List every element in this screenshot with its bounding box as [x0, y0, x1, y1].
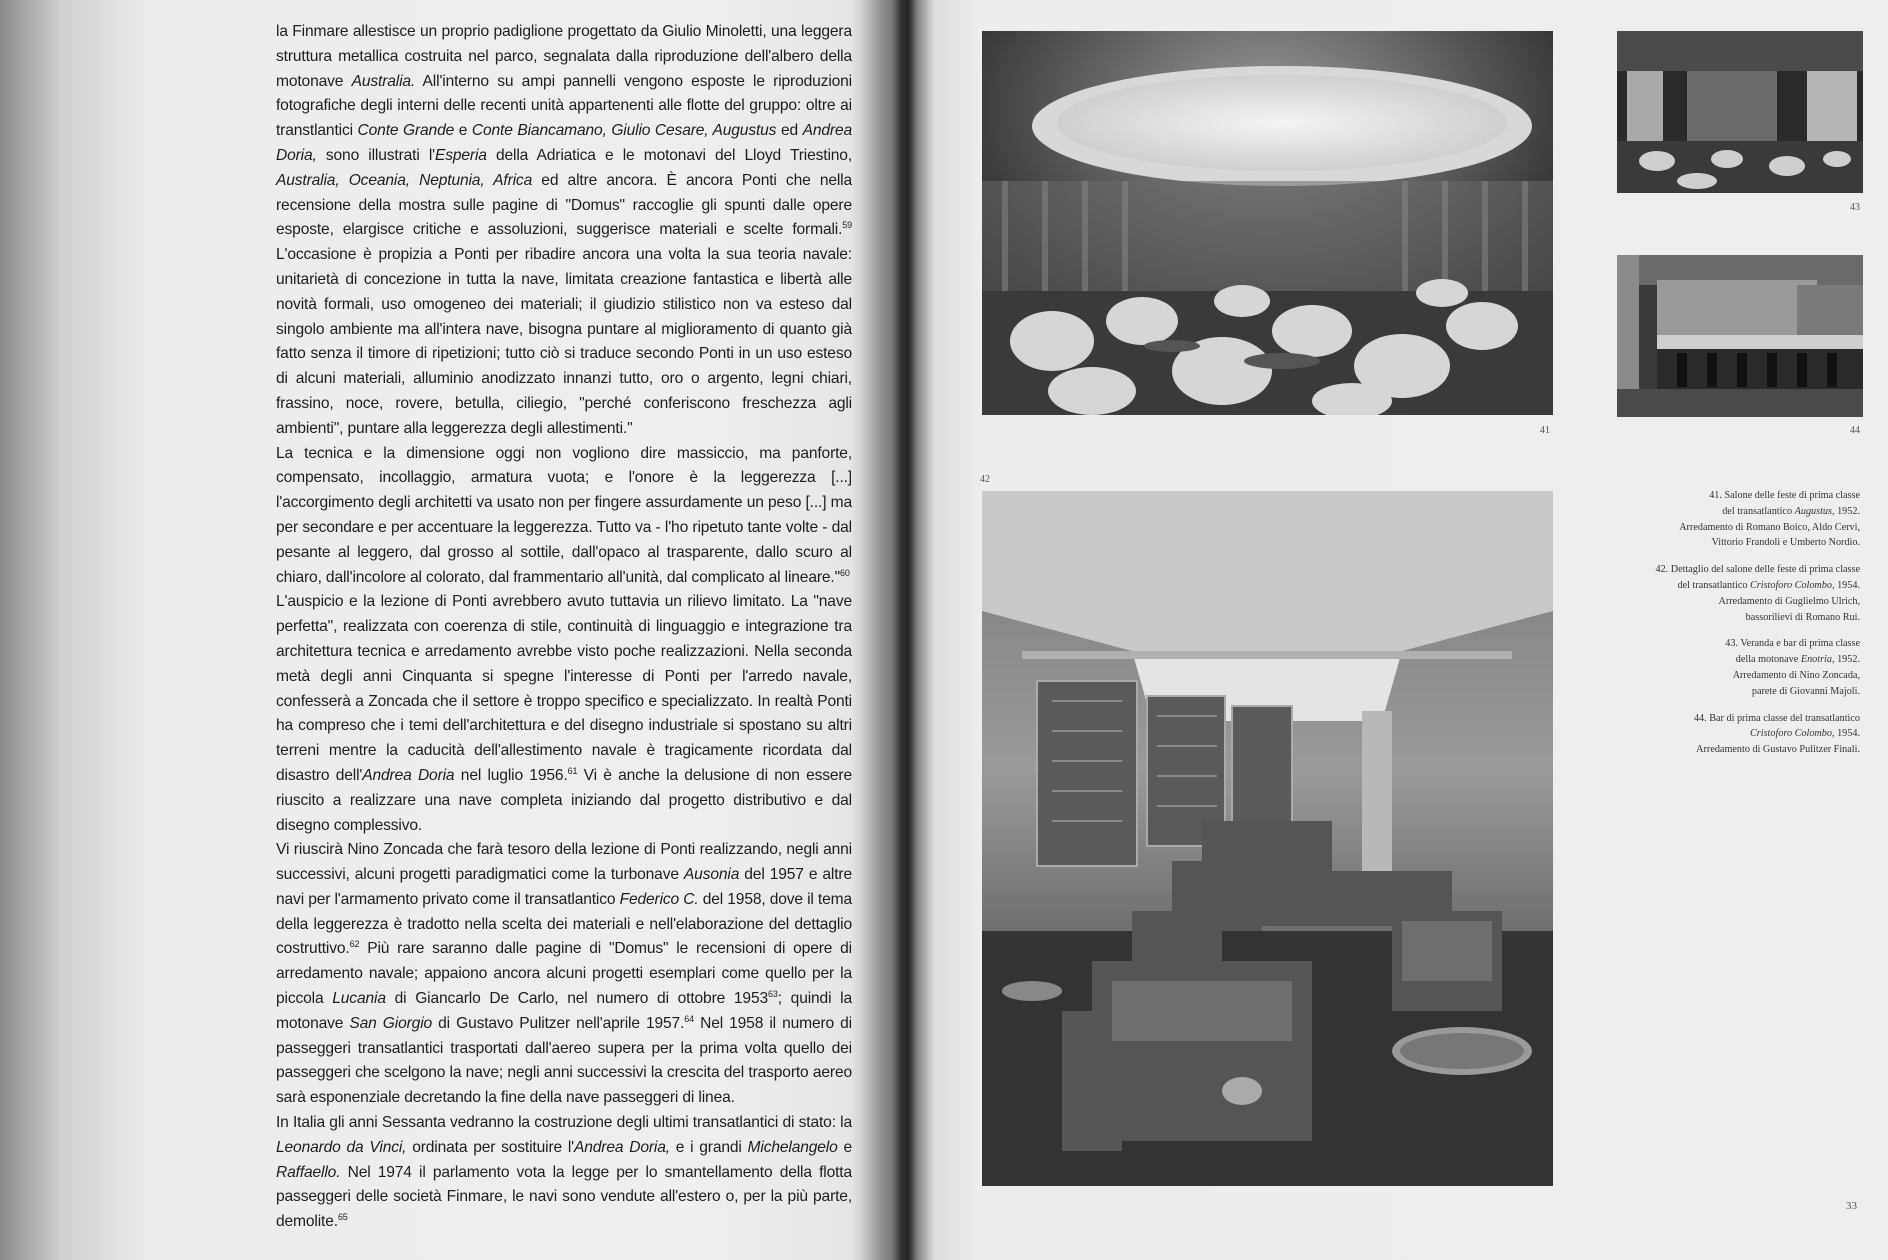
italic-text: Michelangelo	[747, 1138, 838, 1156]
text-run: nel luglio 1956.	[454, 766, 568, 784]
italic-text: Andrea Doria,	[276, 122, 852, 164]
caption-text: 1954.	[1834, 579, 1860, 591]
photo-caption	[1560, 488, 1860, 551]
caption-text: Arredamento di Guglielmo Ulrich,	[1718, 595, 1860, 607]
text-run: ; quindi la motonave	[276, 990, 852, 1032]
photo-caption	[1560, 636, 1860, 699]
italic-text: Enotria,	[1800, 654, 1835, 666]
figure-number-41: 41	[1540, 425, 1550, 436]
body-paragraph	[276, 1111, 852, 1235]
footnote-ref: 62	[349, 939, 360, 950]
body-text	[276, 20, 852, 1235]
caption-text: parete di Giovanni Majoli.	[1751, 685, 1860, 697]
footnote-ref: 59	[842, 220, 852, 231]
italic-text: Australia, Oceania, Neptunia, Africa	[276, 171, 533, 189]
photo-43-veranda-bar	[1617, 31, 1863, 193]
text-run: e i grandi	[669, 1138, 748, 1156]
text-run: e	[837, 1138, 852, 1156]
caption-text: 1952.	[1834, 505, 1860, 517]
text-run: L'occasione è propizia a Ponti per ribadire ancora una volta la sua teoria navale: unitarietà di concezione in tutta la nave, limitata creazione fantastica e libertà alle novità formali, uso omogeneo dei materiali; il giudizio stilistico non va esteso dal singolo ambiente ma all'intera nave, bisogna puntare al miglioramento di quanto già fatto senza il timore di ripetizioni; tutto ciò si traduce secondo Ponti in un uso esteso di alcuni materiali, alluminio anodizzato innanzi tutto, oro o argento, legni chiari, frassino, noce, rovere, betulla, ciliegio, "perché conferiscono freschezza agli ambienti", puntare alla leggerezza degli allestimenti."	[276, 246, 852, 437]
text-run: della Adriatica e le motonavi del Lloyd Triestino,	[486, 146, 852, 164]
italic-text: Lucania	[332, 990, 386, 1008]
body-paragraph	[276, 20, 852, 442]
italic-text: Esperia	[434, 146, 487, 164]
figure-number-44: 44	[1850, 425, 1860, 436]
footnote-ref: 60	[840, 567, 850, 578]
footnote-ref: 61	[567, 765, 578, 776]
caption-text: Arredamento di Gustavo Pulitzer Finali.	[1696, 744, 1860, 756]
figure-number-43: 43	[1850, 202, 1860, 213]
photo-41-ballroom	[982, 31, 1553, 415]
text-run: e	[454, 122, 472, 140]
italic-text: Augustus,	[1794, 505, 1835, 517]
text-run: di Giancarlo De Carlo, nel numero di ottobre 1953	[385, 990, 769, 1008]
caption-text: 42. Dettaglio del salone delle feste di prima classe	[1655, 564, 1860, 576]
body-paragraph	[276, 590, 852, 838]
text-run: di Gustavo Pulitzer nell'aprile 1957.	[432, 1014, 685, 1032]
caption-text: Vittorio Frandoli e Umberto Nordio.	[1711, 537, 1860, 549]
italic-text: Leonardo da Vinci,	[276, 1138, 407, 1156]
text-run: ed altre ancora. È ancora Ponti che nella recensione della mostra sulle pagine di "Domus" raccoglie gli spunti dalle opere esposte, elargisce critiche e assoluzioni, suggerisce materiali e scelte formali.	[276, 171, 853, 239]
text-run: In Italia gli anni Sessanta vedranno la costruzione degli ultimi transatlantici di stato: la	[276, 1114, 852, 1132]
caption-text: Arredamento di Nino Zoncada,	[1732, 669, 1860, 681]
body-paragraph	[276, 838, 852, 1111]
italic-text: Australia.	[351, 72, 416, 90]
book-gutter	[860, 0, 930, 1260]
text-run: L'auspicio e la lezione di Ponti avrebbero avuto tuttavia un rilievo limitato. La "nave perfetta", realizzata con coerenza di stile, continuità di linguaggio e integrazione tra architettura tecnica e arredamento avrebbe visto poche realizzazioni. Nella seconda metà degli anni Cinquanta si spegne l'interesse di Ponti per l'arredo navale, confesserà a Zoncada che il settore è troppo specifico e specializzato. In realtà Ponti ha compreso che i temi dell'architettura e del disegno industriale si spostano su altri terreni mentre la caducità dell'allestimento navale è tragicamente ricordata dal disastro dell'	[276, 593, 852, 784]
italic-text: Andrea Doria	[362, 766, 455, 784]
caption-text: della motonave	[1735, 654, 1801, 666]
italic-text: Ausonia	[683, 866, 740, 884]
caption-text: 41. Salone delle feste di prima classe	[1709, 490, 1860, 501]
text-run: Vi è anche la delusione di non essere riuscito a realizzare una nave completa iniziando dal progetto distributivo e dal disegno complessivo.	[276, 766, 852, 834]
page-number: 33	[1846, 1200, 1857, 1212]
italic-text: Conte Biancamano, Giulio Cesare, Augustus	[471, 122, 777, 140]
footnote-ref: 65	[337, 1212, 348, 1223]
caption-text: del transatlantico	[1722, 505, 1795, 517]
text-run: La tecnica e la dimensione oggi non vogliono dire massiccio, ma panforte, compensato, incollaggio, armatura vuota; e l'onore è la leggerezza [...] l'accorgimento degli architetti va usato non per fingere assurdamente un peso [...] ma per secondare e per accentuare la leggerezza. Tutto va - l'ho ripetuto tante volte - dal pesante al leggero, dal grosso al sottile, dall'opaco al trasparente, dallo scuro al chiaro, dall'incolore al colorato, dal frammentario all'unità, dal complicato al lineare."	[276, 444, 852, 586]
text-run: del 1958, dove il tema della leggerezza è tradotto nella scelta dei materiali e nell'elaborazione del dettaglio costruttivo.	[276, 890, 853, 958]
italic-text: San Giorgio	[349, 1014, 433, 1032]
italic-text: Andrea Doria,	[574, 1138, 670, 1156]
body-paragraph	[276, 442, 852, 591]
photo-caption	[1560, 711, 1860, 758]
caption-text: del transatlantico	[1677, 579, 1750, 591]
text-run: ed	[776, 122, 803, 140]
caption-text: 1954.	[1834, 728, 1860, 740]
caption-text: Arredamento di Romano Boico, Aldo Cervi,	[1679, 521, 1860, 533]
text-run: All'interno su ampi pannelli vengono esposte le riproduzioni fotografiche degli interni delle recenti unità appartenenti alle flotte del gruppo: oltre ai transtlantici	[276, 72, 852, 140]
text-run: Nel 1974 il parlamento vota la legge per lo smantellamento della flotta passeggeri delle società Finmare, le navi sono vendute all'estero o, per la più parte, demolite.	[276, 1163, 852, 1231]
text-run: Vi riuscirà Nino Zoncada che farà tesoro della lezione di Ponti realizzando, negli anni successivi, alcuni progetti paradigmatici come la turbonave	[276, 841, 852, 884]
caption-text: 1952.	[1834, 654, 1860, 666]
photo-caption	[1560, 562, 1860, 625]
text-run: Più rare saranno dalle pagine di "Domus" le recensioni di opere di arredamento navale; appaiono ancora alcuni progetti esemplari come quello per la piccola	[276, 940, 852, 1008]
text-run: ordinata per sostituire l'	[406, 1138, 574, 1156]
italic-text: Cristoforo Colombo,	[1749, 579, 1835, 591]
figure-number-42: 42	[980, 474, 990, 485]
caption-text: bassorilievi di Romano Rui.	[1745, 611, 1860, 623]
text-run: sono illustrati l'	[316, 146, 435, 164]
text-run: del 1957 e altre navi per l'armamento privato come il transatlantico	[276, 866, 852, 908]
text-run: Nel 1958 il numero di passeggeri transatlantici trasportati dall'aereo supera per la prima volta quello dei passeggeri che scelgono la nave; negli anni successivi la crescita del trasporto aereo sarà esponenziale decretando la fine della nave passeggeri di linea.	[276, 1014, 852, 1107]
italic-text: Federico C.	[619, 890, 699, 908]
footnote-ref: 63	[768, 988, 778, 999]
photo-42-salon-detail	[982, 491, 1553, 1186]
caption-text: 44. Bar di prima classe del transatlantico	[1693, 712, 1860, 724]
italic-text: Cristoforo Colombo,	[1749, 728, 1835, 740]
italic-text: Raffaello.	[276, 1163, 341, 1181]
photo-44-bar	[1617, 255, 1863, 417]
text-run: la Finmare allestisce un proprio padiglione progettato da Giulio Minoletti, una leggera struttura metallica costruita nel parco, segnalata dalla riproduzione dell'albero della motonave	[276, 23, 852, 90]
caption-text: 43. Veranda e bar di prima classe	[1725, 638, 1860, 650]
italic-text: Conte Grande	[357, 122, 455, 140]
photo-captions	[1560, 488, 1860, 769]
footnote-ref: 64	[684, 1013, 694, 1024]
